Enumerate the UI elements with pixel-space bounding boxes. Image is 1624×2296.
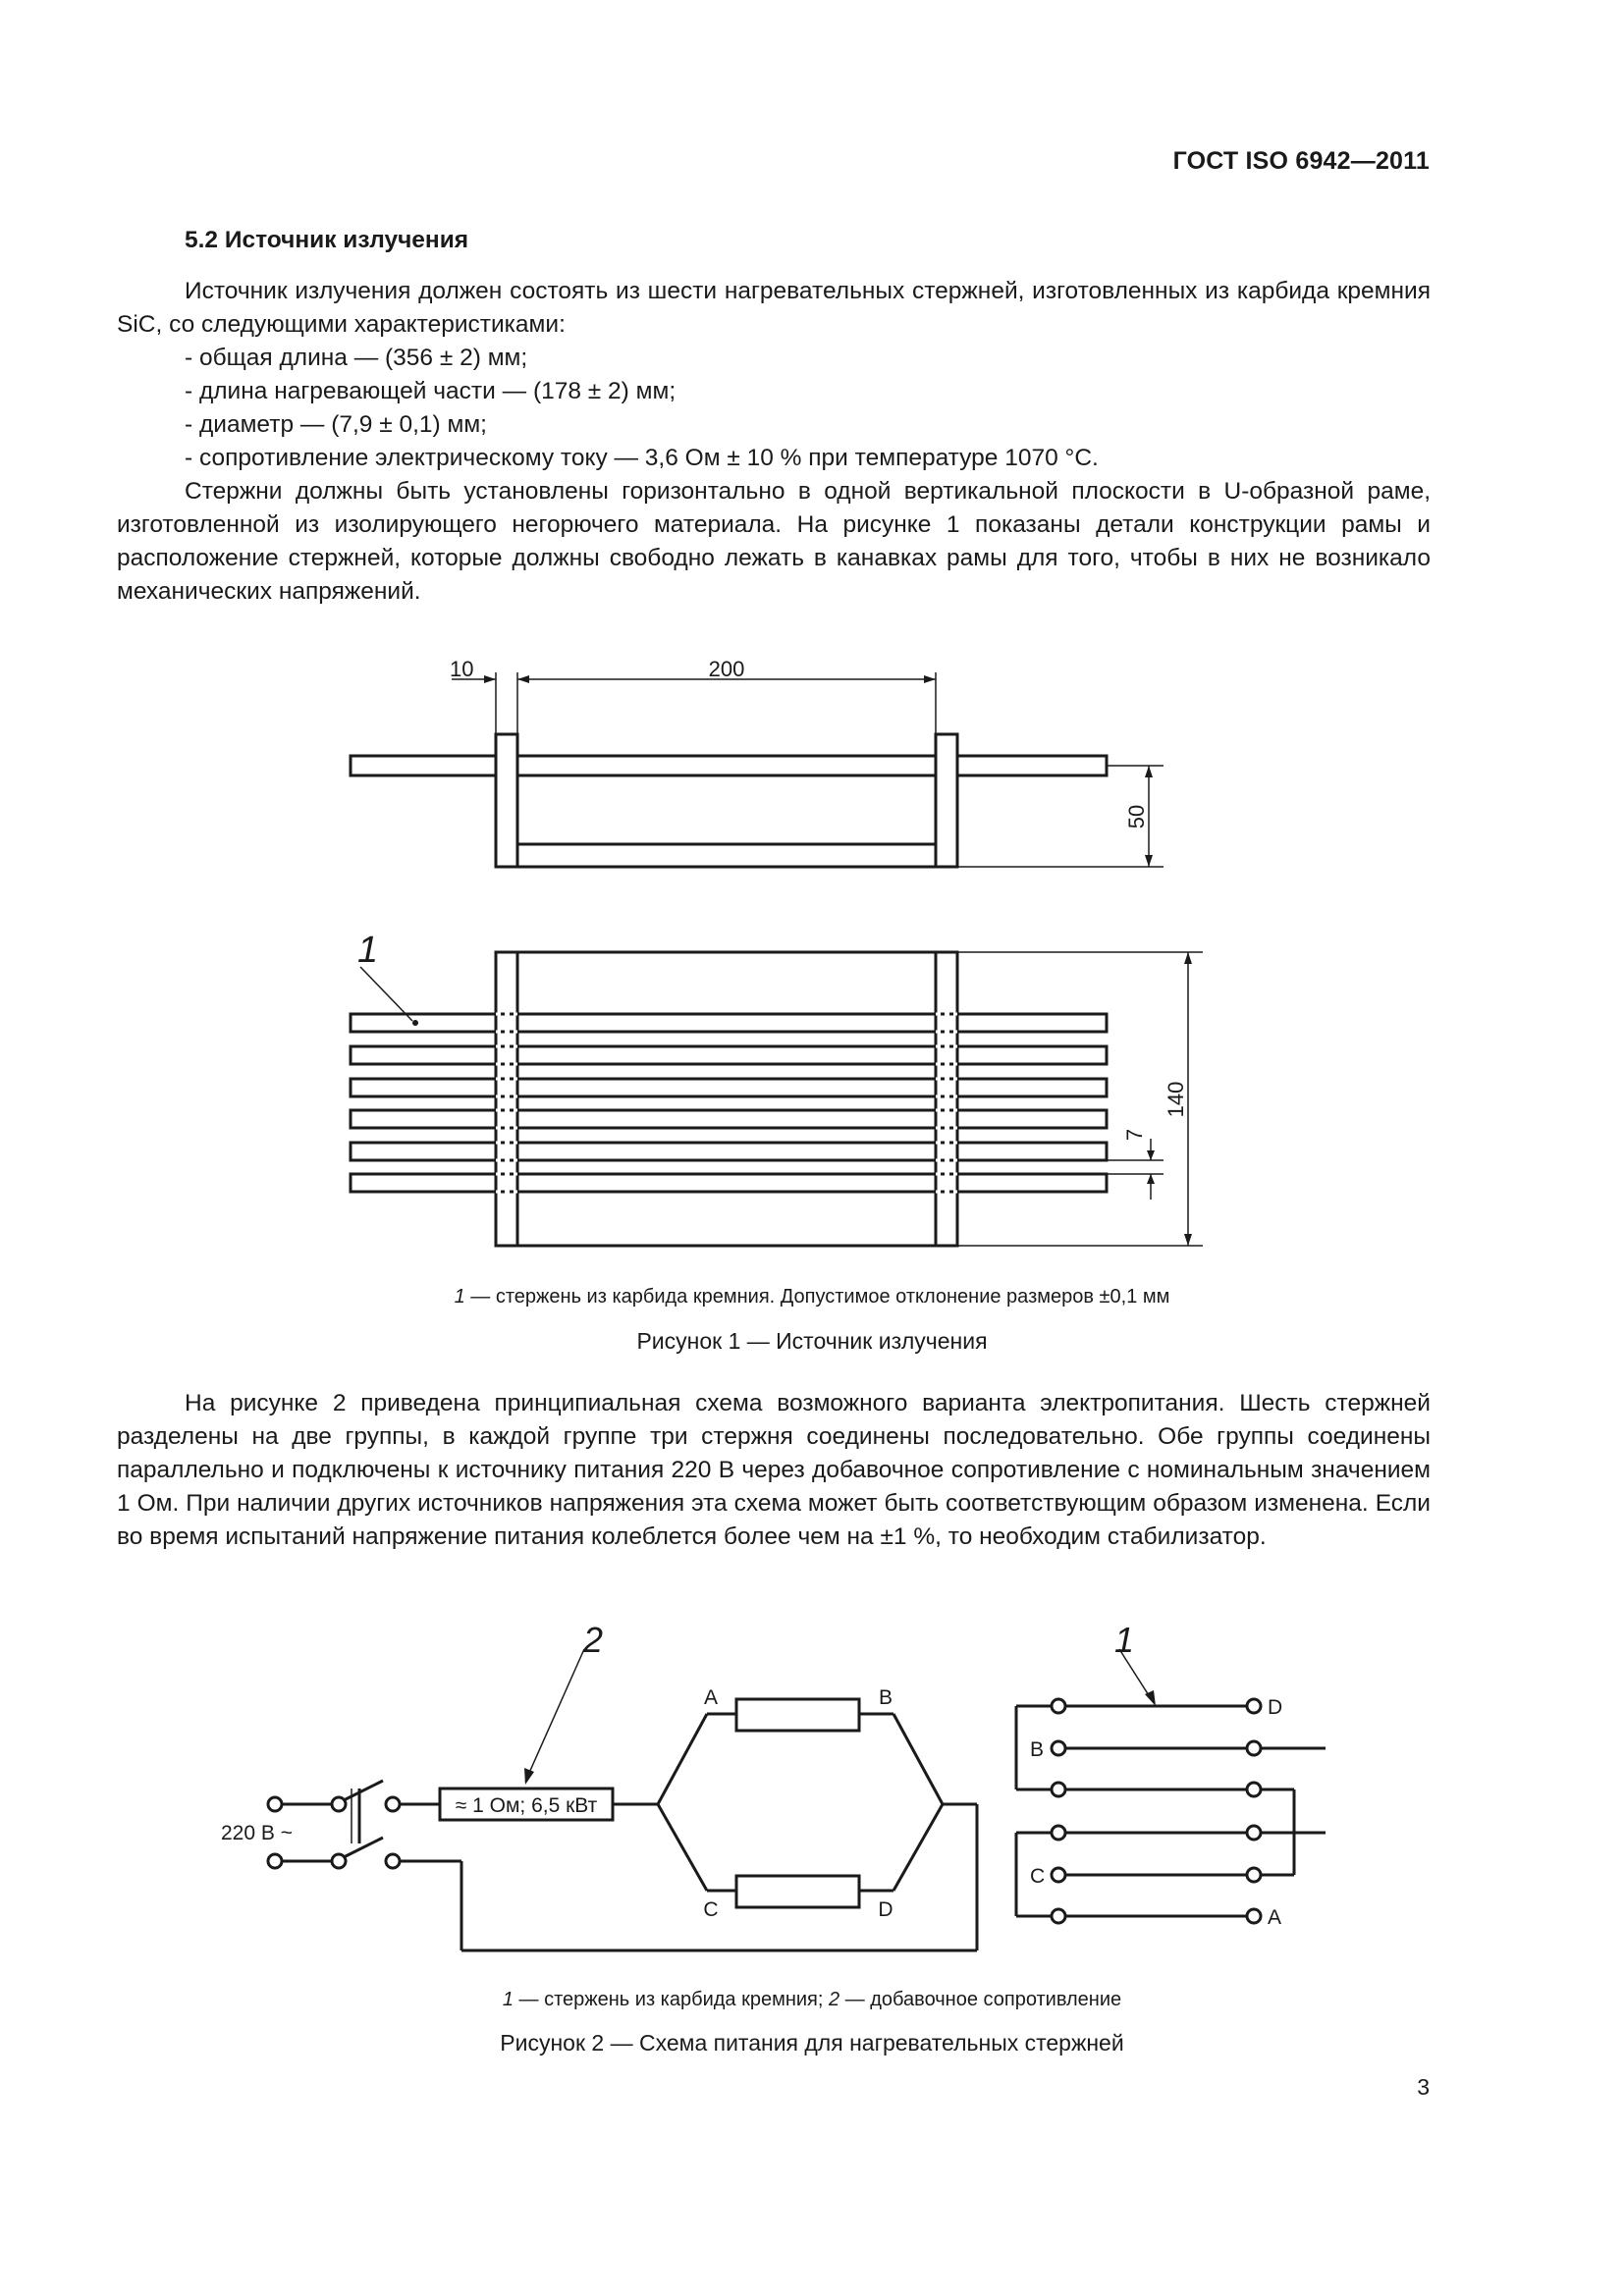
- legend-number: 1: [454, 1286, 465, 1308]
- frame-post-left-front: [496, 952, 517, 1246]
- frame-base: [517, 844, 936, 867]
- callout-1-label-fig2: 1: [1114, 1620, 1135, 1660]
- figure-1-title: Рисунок 1 — Источник излучения: [636, 1328, 988, 1354]
- page-number: 3: [1417, 2074, 1430, 2100]
- legend-text: — стержень из карбида кремния. Допустимое отклонение размеров ±0,1 мм: [464, 1286, 1170, 1308]
- dim-7-label: 7: [1122, 1128, 1147, 1142]
- terminal-b-label: B: [1030, 1738, 1045, 1761]
- rod: [351, 1079, 1107, 1096]
- frame-post-right: [936, 734, 957, 867]
- legend-text-2: — добавочное сопротивление: [839, 1989, 1122, 2010]
- dim-140-label: 140: [1164, 1081, 1188, 1118]
- paragraph-3: [117, 1387, 1431, 1554]
- node-c-label: C: [703, 1898, 719, 1921]
- paragraph-1: [117, 275, 1431, 609]
- document-code-header: ГОСТ ISO 6942—2011: [1172, 147, 1430, 175]
- paragraph-3-text: На рисунке 2 приведена принципиальная схема возможного варианта электропитания. Шесть стержней разделены на две группы, в каждой группе три стержня соединены последовательно. Обе группы соединены параллельно и подключены к источнику питания 220 В через добавочное сопротивление с номинальным значением 1 Ом. При наличии других источников напряжения эта схема может быть соответствующим образом изменена. Если во время испытаний напряжение питания колеблется более чем на ±1 %, то необходим стабилизатор.: [117, 1390, 1431, 1550]
- list-item: - длина нагревающей части — (178 ± 2) мм;: [185, 378, 677, 404]
- node-b-label: B: [878, 1686, 893, 1709]
- paragraph-2: Стержни должны быть установлены горизонтально в одной вертикальной плоскости в U-образной раме, изготовленной из изолирующего негорючего материала. На рисунке 1 показаны детали конструкции рамы и расположение стержней, которые должны свободно лежать в канавках рамы для того, чтобы в них не возникало механических напряжений.: [117, 478, 1431, 605]
- supply-label: 220 В ~: [221, 1822, 293, 1844]
- paragraph-1-intro: Источник излучения должен состоять из шести нагревательных стержней, изготовленных из карбида кремния SiC, со следующими характеристиками:: [117, 278, 1431, 338]
- node-a-label: A: [703, 1686, 719, 1709]
- terminal-c-label: C: [1030, 1865, 1046, 1888]
- rod: [351, 1110, 1107, 1128]
- figure-2-legend: [0, 1989, 1624, 2011]
- dim-200-label: 200: [708, 657, 745, 681]
- callout-1-label: 1: [357, 930, 379, 971]
- dim-50-label: 50: [1124, 804, 1149, 829]
- resistor-label: ≈ 1 Ом; 6,5 кВт: [455, 1794, 598, 1817]
- list-item: - диаметр — (7,9 ± 0,1) мм;: [185, 411, 487, 438]
- callout-2-label: 2: [583, 1620, 604, 1660]
- legend-text-1: — стержень из карбида кремния;: [513, 1989, 830, 2010]
- rod: [351, 1046, 1107, 1064]
- figure-2-circuit: [0, 1610, 1624, 1973]
- dim-10-label: 10: [450, 657, 474, 681]
- rod-resistor-ab: [736, 1699, 859, 1731]
- frame-post-left: [496, 734, 517, 867]
- legend-number-2: 2: [829, 1989, 840, 2010]
- frame-post-right-front: [936, 952, 957, 1246]
- list-item: - общая длина — (356 ± 2) мм;: [185, 345, 528, 371]
- dimension-lines-top: [452, 672, 1164, 867]
- figure-1-drawing: [0, 638, 1624, 1276]
- dimension-arrows-front: [412, 952, 1192, 1246]
- dimension-lines-front: [360, 952, 1203, 1246]
- terminals: [268, 1699, 1261, 1923]
- rod: [351, 1014, 1107, 1032]
- figure-2-title: Рисунок 2 — Схема питания для нагревательных стержней: [500, 2030, 1124, 2056]
- legend-number-1: 1: [502, 1989, 514, 2010]
- rod: [351, 1143, 1107, 1160]
- dimension-arrows-top: [484, 675, 1153, 867]
- rod: [351, 1174, 1107, 1192]
- terminal-d-label: D: [1268, 1696, 1283, 1719]
- figure-1-legend: [0, 1286, 1624, 1308]
- terminal-a-label: A: [1268, 1906, 1282, 1929]
- rod-resistor-cd: [736, 1876, 859, 1907]
- section-title: 5.2 Источник излучения: [185, 227, 469, 253]
- list-item: - сопротивление электрическому току — 3,6 Ом ± 10 % при температуре 1070 °С.: [185, 445, 1099, 471]
- rod-hidden-lines: [496, 1014, 957, 1192]
- node-d-label: D: [878, 1898, 893, 1921]
- pole-dots-solid: [1056, 1745, 1061, 1878]
- rod-top-view: [351, 756, 1107, 775]
